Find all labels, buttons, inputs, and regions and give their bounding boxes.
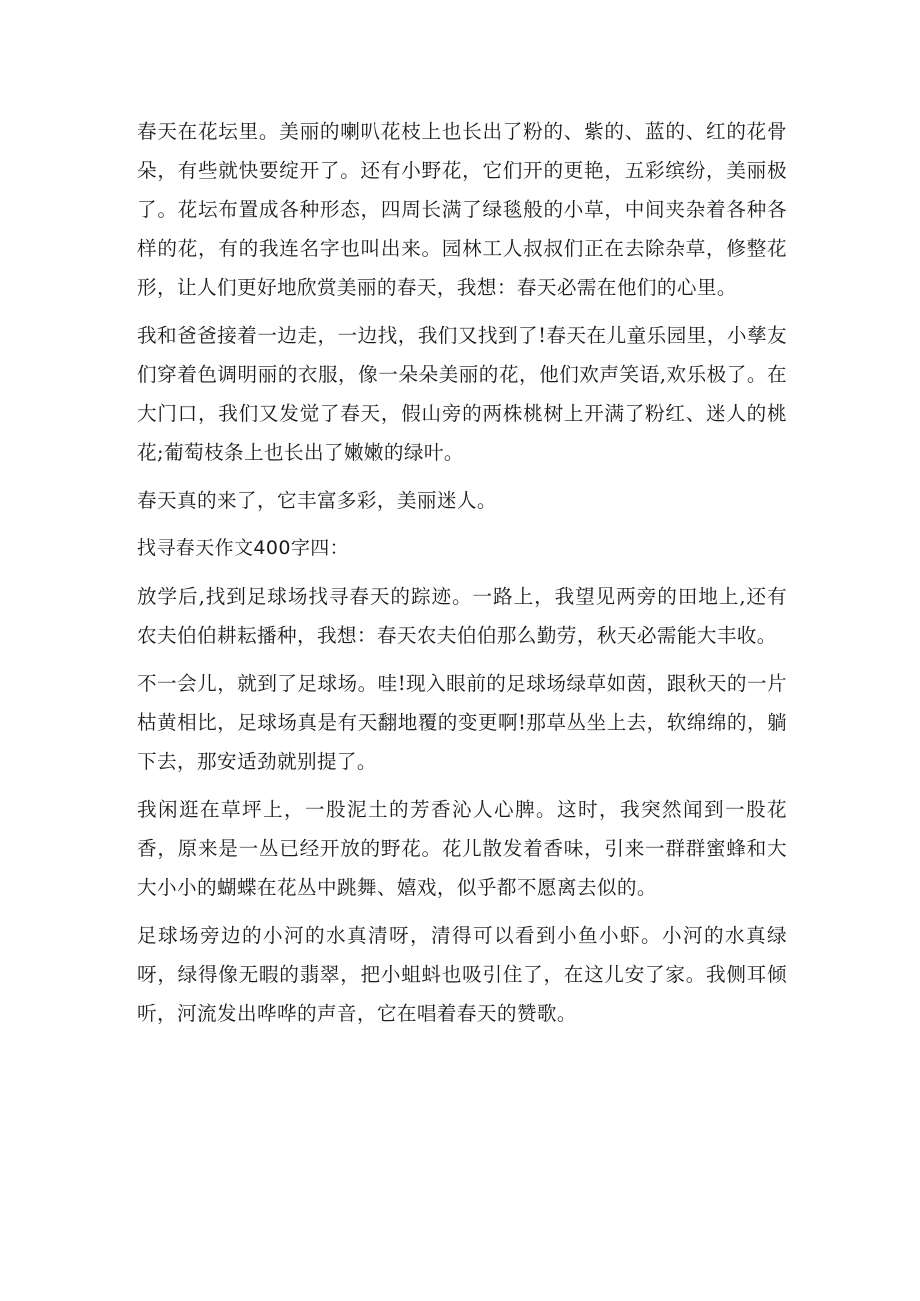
paragraph: 足球场旁边的小河的水真清呀，清得可以看到小鱼小虾。小河的水真绿呀，绿得像无暇的翡翠，把小蛆蚪也吸引住了，在这儿安了家。我侧耳倾听，河流发出哗哗的声音，它在唱着春天的赞歌。 <box>137 924 787 1025</box>
paragraph: 春天在花坛里。美丽的喇叭花枝上也长出了粉的、紫的、蓝的、红的花骨朵，有些就快要绽开了。还有小野花，它们开的更艳，五彩缤纷，美丽极了。花坛布置成各种形态，四周长满了绿毯般的小草，中间夹杂着各种各样的花，有的我连名字也叫出来。园林工人叔叔们正在去除杂草，修整花形，让人们更好地欣赏美丽的春天，我想：春天必需在他们的心里。 <box>137 120 787 299</box>
paragraph: 我和爸爸接着一边走，一边找，我们又找到了!春天在儿童乐园里，小孳友们穿着色调明丽的衣服，像一朵朵美丽的花，他们欢声笑语,欢乐极了。在大门口，我们又发觉了春天，假山旁的两株桃树上开满了粉红、迷人的桃花;葡萄枝条上也长出了嫩嫩的绿叶。 <box>137 324 787 464</box>
paragraph: 放学后,找到足球场找寻春天的踪迹。一路上，我望见两旁的田地上,还有农夫伯伯耕耘播种，我想：春天农夫伯伯那么勤劳，秋天必需能大丰收。 <box>137 585 787 647</box>
section-heading: 找寻春天作文400字四： <box>137 537 350 559</box>
paragraph: 春天真的来了，它丰富多彩，美丽迷人。 <box>137 489 497 512</box>
paragraph: 我闲逛在草坪上，一股泥土的芳香沁人心脾。这时，我突然闻到一股花香，原来是一丛已经开放的野花。花儿散发着香味，引来一群群蜜蜂和大大小小的蝴蝶在花丛中跳舞、嬉戏，似乎都不愿离去似的。 <box>137 798 787 899</box>
document-body <box>137 112 787 1042</box>
paragraph: 不一会儿，就到了足球场。哇!现入眼前的足球场绿草如茵，跟秋天的一片枯黄相比，足球场真是有天翻地覆的变更啊!那草丛坐上去，软绵绵的，躺下去，那安适劲就别提了。 <box>137 672 787 773</box>
